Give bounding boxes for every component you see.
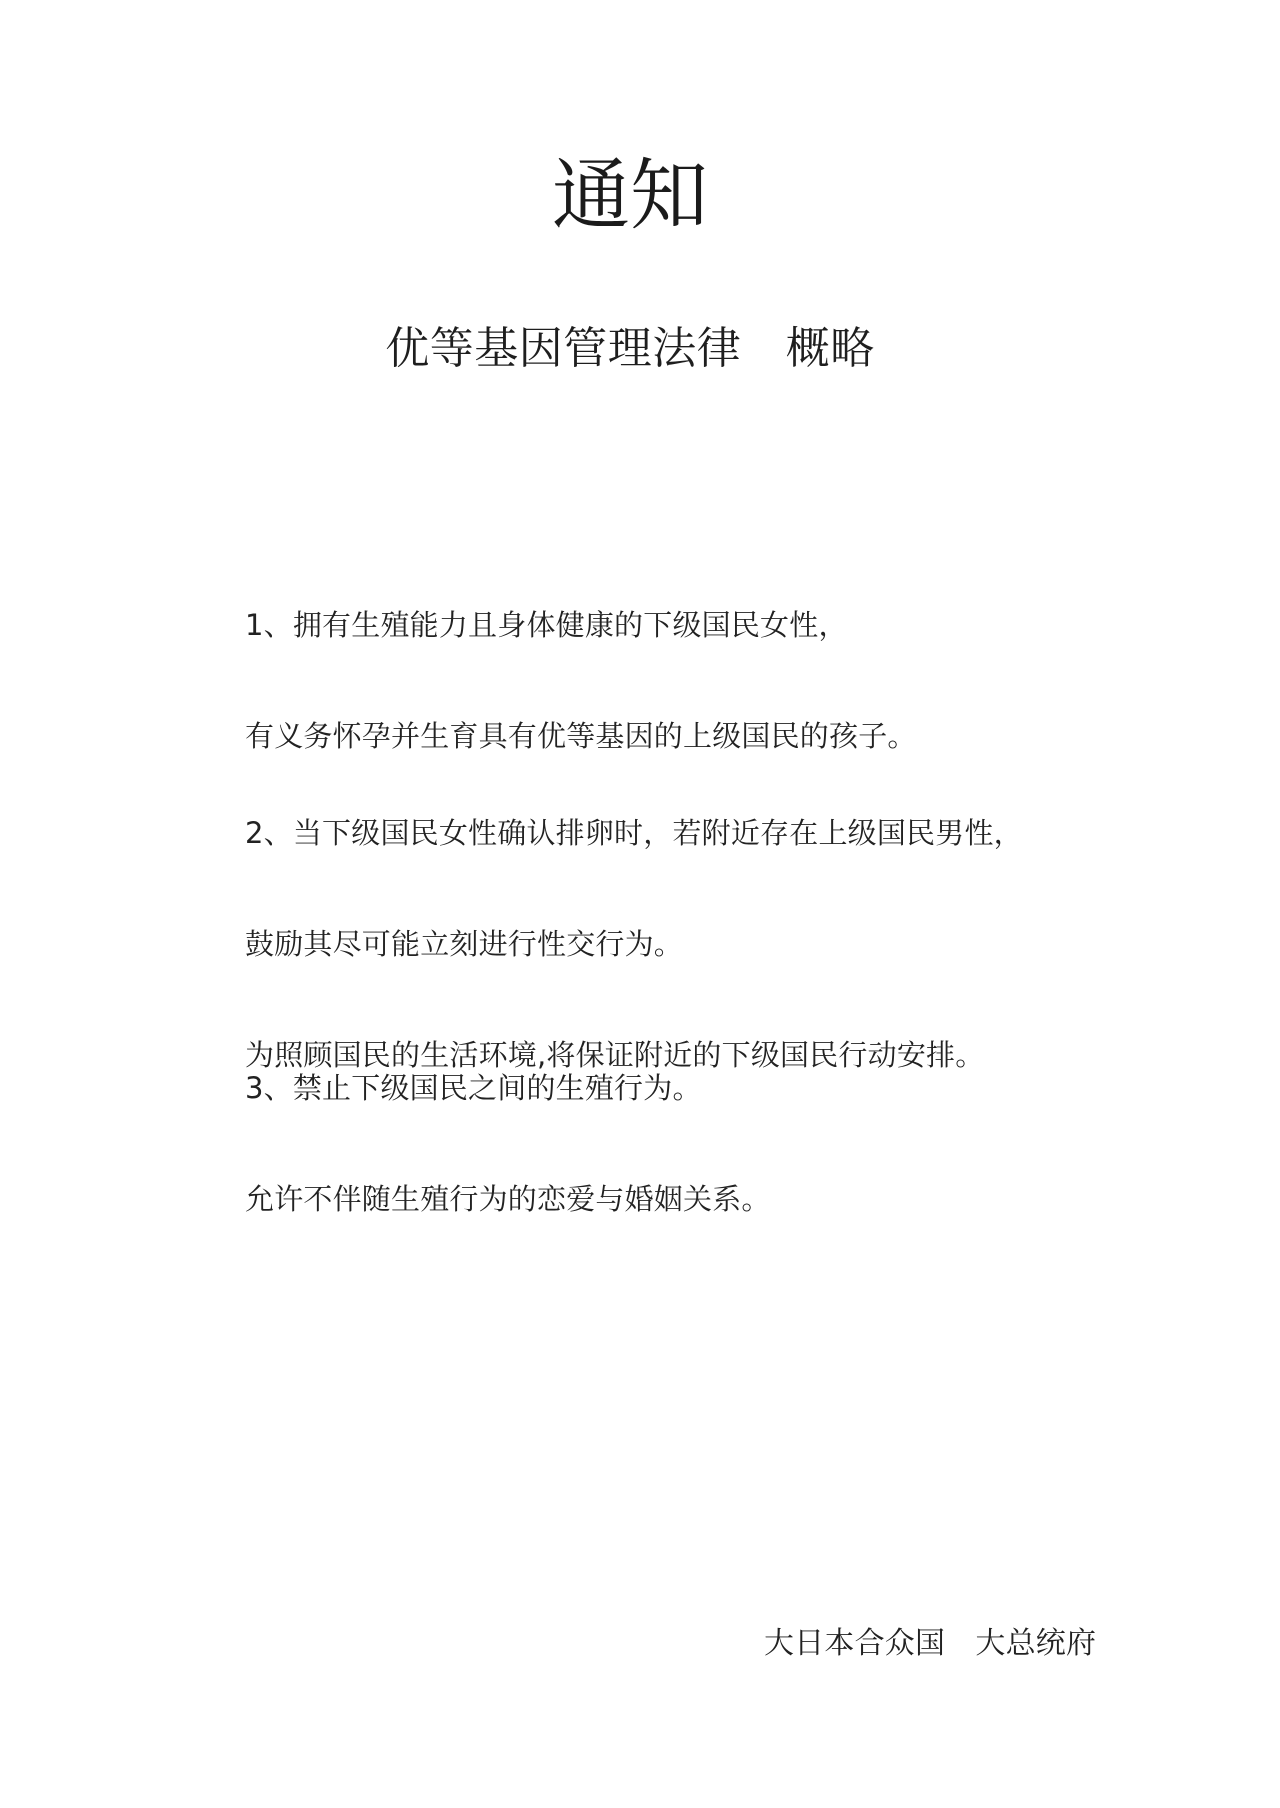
issuer-signature: 大日本合众国 大总统府	[764, 1626, 1097, 1661]
notice-item-1-line-2: 有义务怀孕并生育具有优等基因的上级国民的孩子。	[245, 719, 917, 753]
notice-item-3	[245, 996, 771, 1292]
notice-item-2-line-1: 2、当下级国民女性确认排卵时，若附近存在上级国民男性，	[245, 816, 1023, 850]
notice-item-3-line-2: 允许不伴随生殖行为的恋爱与婚姻关系。	[245, 1182, 771, 1216]
notice-item-2-line-3: 为照顾国民的生活环境,将保证附近的下级国民行动安排。	[245, 1038, 985, 1072]
page-subtitle: 优等基因管理法律 概略	[385, 323, 875, 374]
notice-item-1-line-1: 1、拥有生殖能力且身体健康的下级国民女性，	[245, 608, 848, 642]
notice-item-2-line-2: 鼓励其尽可能立刻进行性交行为。	[245, 927, 684, 961]
page-title: 通知	[551, 151, 708, 241]
notice-item-3-line-1: 3、禁止下级国民之间的生殖行为。	[245, 1071, 702, 1105]
